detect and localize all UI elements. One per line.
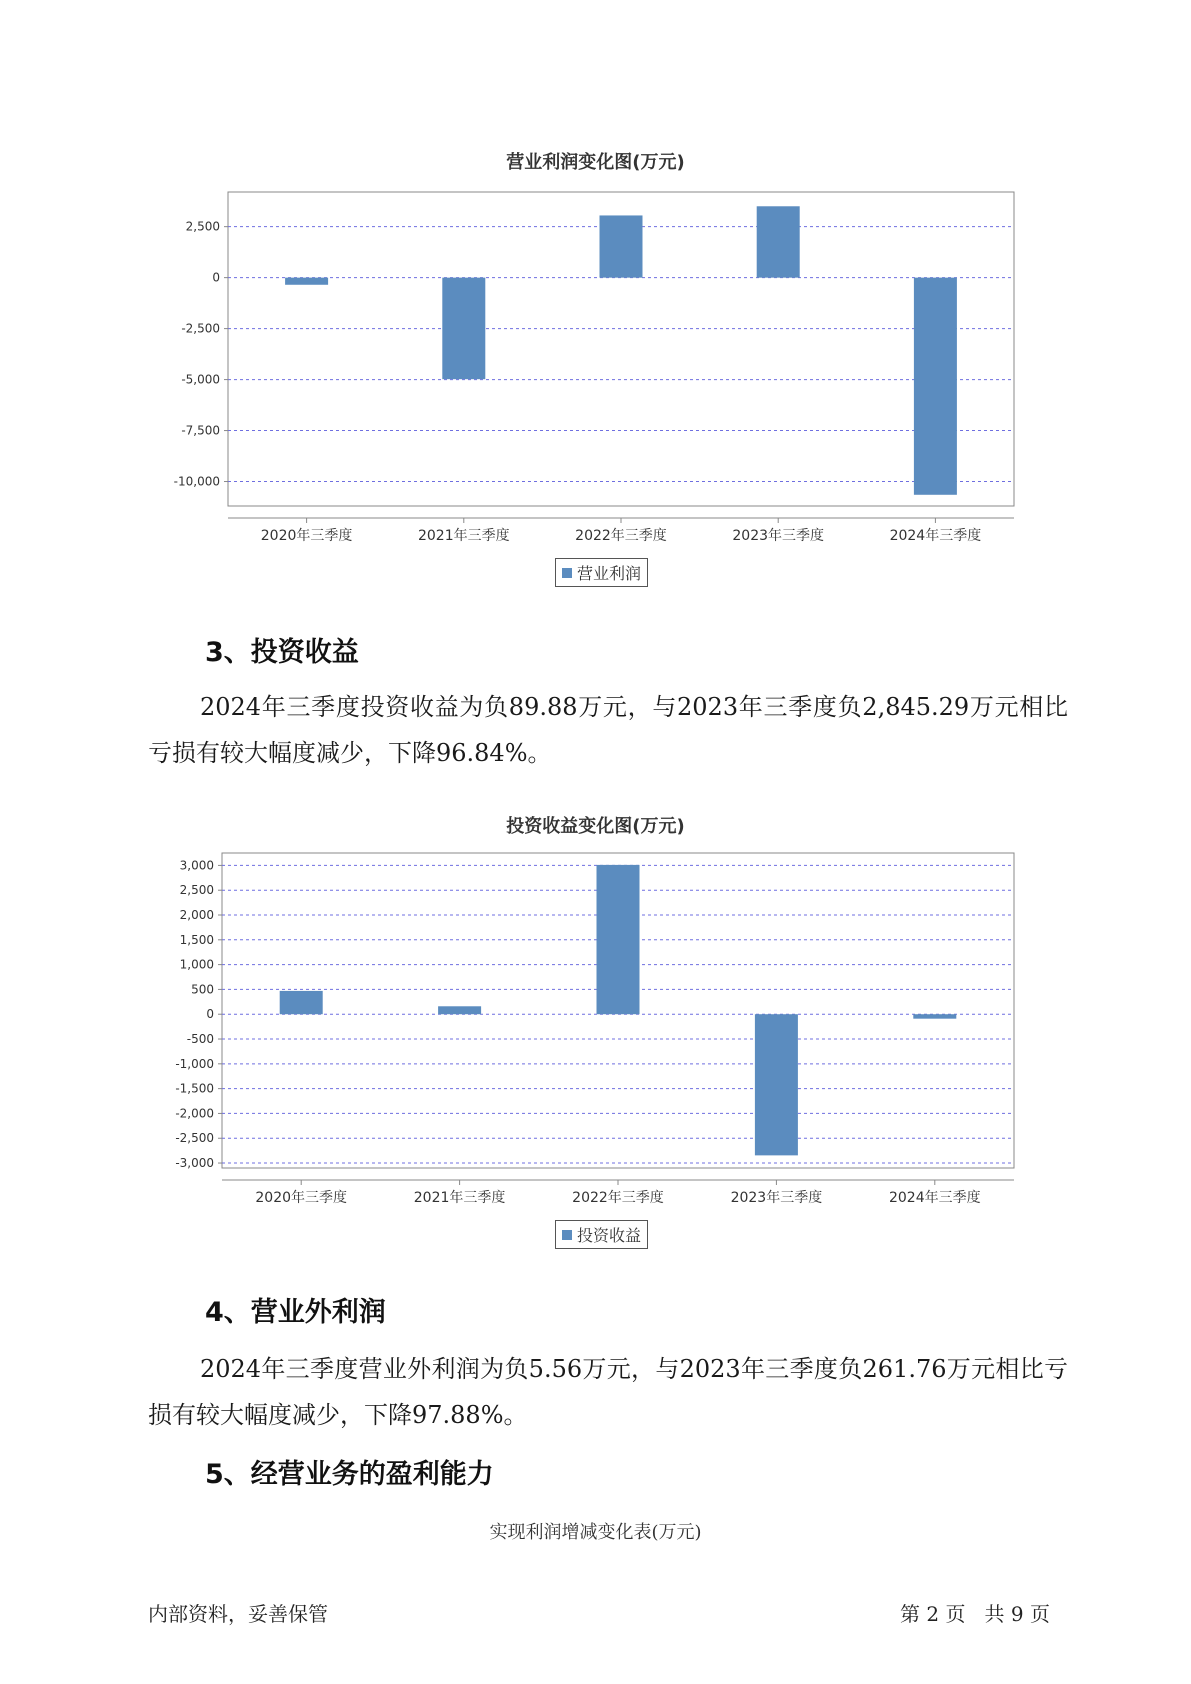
bar (280, 991, 323, 1014)
y-tick-label: -5,000 (181, 372, 220, 387)
x-tick-label: 2020年三季度 (255, 1190, 348, 1206)
x-tick-label: 2022年三季度 (575, 528, 667, 544)
x-tick-label: 2022年三季度 (572, 1190, 664, 1206)
section-3-heading: 3、投资收益 (205, 637, 359, 668)
footer-left: 内部资料，妥善保管 (148, 1602, 328, 1626)
y-tick-label: -500 (186, 1032, 214, 1047)
footer-page-number: 第 2 页 共 9 页 (900, 1602, 1050, 1626)
y-tick-label: 1,000 (179, 957, 214, 972)
y-tick-label: 3,000 (179, 858, 214, 873)
y-tick-label: -7,500 (181, 423, 220, 438)
section-4-heading: 4、营业外利润 (205, 1297, 386, 1328)
y-tick-label: -1,500 (175, 1081, 214, 1096)
y-tick-label: -2,000 (175, 1106, 214, 1121)
chart-1-title: 营业利润变化图(万元) (506, 152, 685, 173)
chart-2-title: 投资收益变化图(万元) (506, 816, 685, 837)
y-tick-label: 1,500 (179, 932, 214, 947)
x-tick-label: 2021年三季度 (417, 528, 510, 544)
y-tick-label: -3,000 (175, 1156, 214, 1171)
bar (755, 1014, 798, 1155)
x-tick-label: 2021年三季度 (413, 1190, 506, 1206)
y-tick-label: -2,500 (175, 1131, 214, 1146)
y-tick-label: -10,000 (173, 474, 220, 489)
chart-2-legend (555, 1220, 648, 1249)
chart-1-legend-label: 营业利润 (577, 564, 642, 583)
x-tick-label: 2024年三季度 (888, 1190, 981, 1206)
y-tick-label: 0 (206, 1007, 214, 1022)
y-tick-label: 500 (191, 982, 214, 997)
section-3-paragraph: 2024年三季度投资收益为负89.88万元，与2023年三季度负2,845.29万元相比亏损有较大幅度减少，下降96.84%。 (148, 693, 1068, 767)
section-5-heading: 5、经营业务的盈利能力 (205, 1459, 494, 1490)
y-tick-label: -1,000 (175, 1056, 214, 1071)
table-caption: 实现利润增减变化表(万元) (489, 1522, 702, 1543)
section-4-paragraph: 2024年三季度营业外利润为负5.56万元，与2023年三季度负261.76万元相比亏损有较大幅度减少，下降97.88%。 (148, 1355, 1068, 1429)
legend-swatch-icon (562, 1230, 572, 1240)
bar (597, 865, 640, 1014)
y-tick-label: 2,500 (185, 219, 220, 234)
bar (438, 1006, 481, 1014)
x-tick-label: 2023年三季度 (730, 1190, 823, 1206)
y-tick-label: 2,000 (179, 908, 214, 923)
bar (913, 1014, 956, 1018)
y-tick-label: -2,500 (181, 321, 220, 336)
x-tick-label: 2024年三季度 (889, 528, 982, 544)
x-tick-label: 2020年三季度 (260, 528, 353, 544)
chart-2-legend-label: 投资收益 (577, 1226, 642, 1245)
y-tick-label: 0 (212, 270, 220, 285)
x-tick-label: 2023年三季度 (732, 528, 825, 544)
y-tick-label: 2,500 (179, 883, 214, 898)
